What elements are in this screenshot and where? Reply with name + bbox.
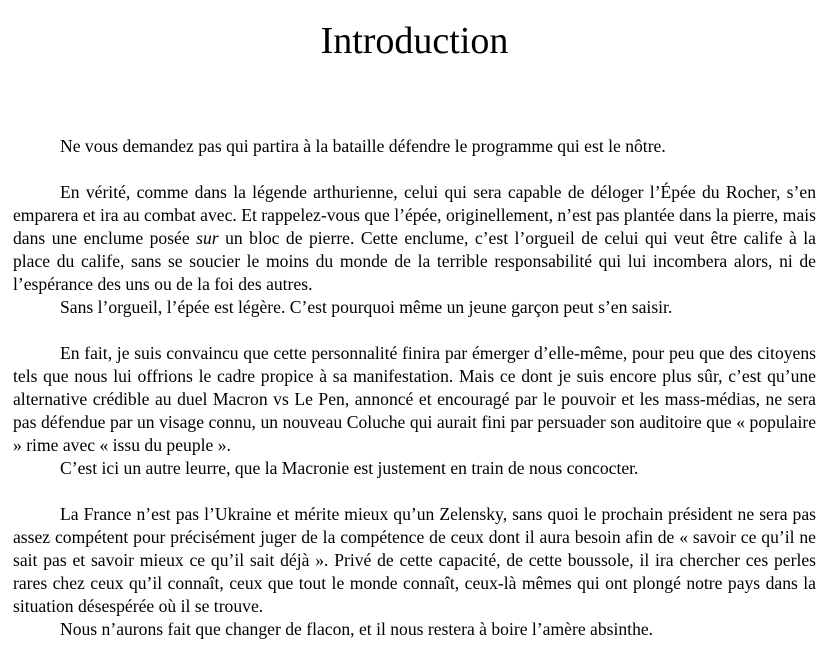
document-body <box>13 135 816 641</box>
page-title: Introduction <box>320 20 509 62</box>
paragraph-5 <box>13 457 816 480</box>
paragraph-7 <box>13 618 816 641</box>
paragraph-text: Ne vous demandez pas qui partira à la bataille défendre le programme qui est le nôtre. <box>60 136 666 156</box>
paragraph-3 <box>13 296 816 319</box>
paragraph-text: En vérité, comme dans la légende arthurienne, celui qui sera capable de déloger l’Épée du Rocher, s’en emparera et ira au combat avec. Et rappelez-vous que l’épée, originellement, n’est pas plantée dans la pierre, mais dans une enclume posée <box>13 182 816 248</box>
paragraph-1 <box>13 135 816 158</box>
paragraph-6 <box>13 503 816 618</box>
paragraph-text: un bloc de pierre. Cette enclume, c’est l’orgueil de celui qui veut être calife à la place du calife, sans se soucier le moins du monde de la terrible responsabilité qui lui incombera alors, ni de l’espérance des uns ou de la foi des autres. <box>13 228 816 294</box>
paragraph-4 <box>13 342 816 457</box>
paragraph-text: C’est ici un autre leurre, que la Macronie est justement en train de nous concocter. <box>60 458 639 478</box>
paragraph-text: En fait, je suis convaincu que cette personnalité finira par émerger d’elle-même, pour peu que des citoyens tels que nous lui offrions le cadre propice à sa manifestation. Mais ce dont je suis encore plus sûr, c’est qu’une alternative crédible au duel Macron vs Le Pen, annoncé et encouragé par le pouvoir et les mass-médias, ne sera pas défendue par un visage connu, un nouveau Coluche qui aurait fini par persuader son auditoire que « populaire » rime avec « issu du peuple ». <box>13 343 816 455</box>
paragraph-text: Sans l’orgueil, l’épée est légère. C’est pourquoi même un jeune garçon peut s’en saisir. <box>60 297 673 317</box>
paragraph-2 <box>13 181 816 296</box>
emphasis-text: sur <box>196 228 219 248</box>
paragraph-text: La France n’est pas l’Ukraine et mérite mieux qu’un Zelensky, sans quoi le prochain président ne sera pas assez compétent pour précisément juger de la compétence de ceux dont il aura besoin afin de « savoir ce qu’il ne sait pas et savoir mieux ce qu’il sait déjà ». Privé de cette capacité, de cette boussole, il ira chercher ces perles rares chez ceux qu’il connaît, ceux que tout le monde connaît, ceux-là mêmes qui ont plongé notre pays dans la situation désespérée où il se trouve. <box>13 504 816 616</box>
paragraph-text: Nous n’aurons fait que changer de flacon, et il nous restera à boire l’amère absinthe. <box>60 619 654 639</box>
